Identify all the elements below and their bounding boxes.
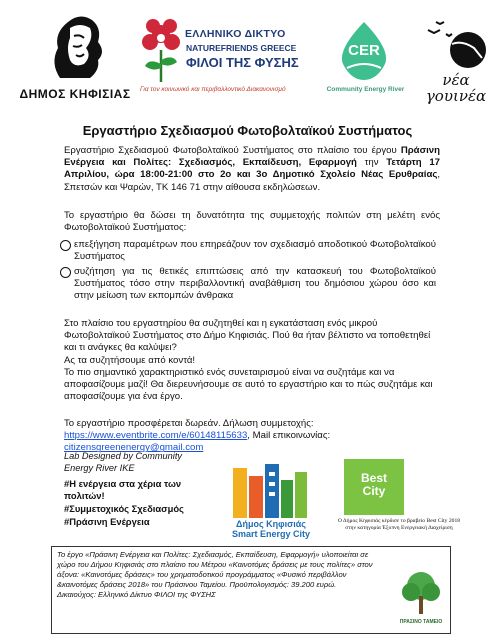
- intro-text-c: την: [356, 157, 387, 169]
- mail-label: , Mail επικοινωνίας:: [247, 430, 331, 442]
- smart-city-line2: Smart Energy City: [231, 529, 311, 539]
- participation-paragraph: Το εργαστήριο θα δώσει τη δυνατότητα της συμμετοχής πολιτών στη μελέτη ενός Φωτοβολταϊκού Συστήματος:: [64, 210, 440, 234]
- kifisia-logo: [40, 8, 110, 86]
- intro-text-a: Εργαστήριο Σχεδιασμού Φωτοβολταϊκού Συστήματος στο πλαίσιο του έργου: [64, 145, 401, 156]
- bullet-ring-icon: [60, 240, 71, 251]
- nea-gouinea-logo: [422, 14, 490, 70]
- nea-caption-line1: νέα: [442, 71, 470, 89]
- smart-energy-city-label: [223, 519, 319, 539]
- city-buildings-icon: [229, 462, 311, 518]
- list-item: [60, 239, 436, 263]
- discussion-paragraph: [64, 318, 440, 403]
- document-title: Εργαστήριο Σχεδιασμού Φωτοβολταϊκού Συστήματος: [82, 123, 413, 138]
- project-name: Πράσινη Ενέργεια και Πολίτες: Σχεδιασμός, Εκπαίδευση, Εφαρμογή: [64, 145, 440, 169]
- lab-credit: Lab Designed by Community Energy River IKE: [64, 451, 182, 473]
- nea-caption-line2: γουινέα: [425, 87, 487, 105]
- hashtag-citizens-energy: #Η ενέργεια στα χέρια των πολιτών!: [64, 478, 182, 501]
- event-date-location: Τετάρτη 17 Απριλίου, ώρα 18:00-21:00 στο 2ο και 3ο Δημοτικό Σχολείο Νέας Ερυθραίας: [64, 157, 440, 181]
- funding-description: Το έργο «Πράσινη Ενέργεια και Πολίτες: Σχεδιασμός, Εκπαίδευση, Εφαρμογή» υλοποιείται σε χώρο του Δήμου Κηφισιάς στο πλαίσιο του Μέτρου «Καινοτόμες δράσεις με τους πολίτες» στον άξονα: «Καινοτόμες δράσεις» του χρηματοδοτικού προγράμματος «Φυσικό περιβάλλον &καινοτόμες δράσεις 2018» του Πράσινου Ταμείου. Προϋπολογισμός: 39.200 ευρώ.: [57, 550, 373, 589]
- award-line2: City: [362, 484, 386, 498]
- eventbrite-link[interactable]: https://www.eventbrite.com/e/60148115633: [64, 430, 248, 442]
- cer-badge-text: CER: [348, 42, 380, 59]
- tree-icon: [399, 568, 443, 618]
- flower-icon: [137, 14, 185, 84]
- beneficiary: Δικαιούχος: Ελληνικό Δίκτυο ΦΙΛΟΙ της ΦΥΣΗΣ: [57, 590, 216, 599]
- kifisia-caption: ΔΗΜΟΣ ΚΗΦΙΣΙΑΣ: [19, 87, 131, 101]
- award-caption: Ο Δήμος Κηφισιάς κέρδισε το βραβείο Best City 2018 στην κατηγορία Έξυπνη Ενεργειακή Διαχείριση: [337, 518, 461, 531]
- discussion-line-2: Ας τα συζητήσουμε από κοντά!: [64, 354, 196, 366]
- award-line1: Best: [360, 471, 387, 485]
- nf-title-line2: NATUREFRIENDS GREECE: [186, 43, 297, 53]
- cer-logo: [333, 20, 395, 82]
- registration-text: Το εργαστήριο προσφέρεται δωρεάν. Δήλωση συμμετοχής:: [64, 418, 314, 429]
- discussion-line-3: Το πιο σημαντικό χαρακτηριστικό ενός συνεταιρισμού είναι να συζητάμε και να αποφασίζουμε μαζί! Θα διερευνήσουμε σε αυτό το εργαστήριο και το πώς συζητάμε και αποφασίζουμε για ένα έργο.: [64, 366, 433, 403]
- smart-city-line1: Δήμος Κηφισιάς: [236, 519, 306, 529]
- best-city-award-badge: [344, 459, 404, 515]
- bullet-ring-icon: [60, 267, 71, 278]
- hashtag-participatory-design: #Συμμετοχικός Σχεδιασμός: [64, 503, 184, 514]
- birds-circle-icon: [422, 14, 490, 70]
- bullet-text: συζήτηση για τις θετικές επιπτώσεις από την κατασκευή του Φωτοβολταϊκού Συστήματος τόσο στην περιβαλλοντική αναβάθμιση του δημόσιου χώρου όσο και στην μείωση των εκπομπών άνθρακα: [74, 266, 436, 302]
- green-fund-caption: ΠΡΑΣΙΝΟ ΤΑΜΕΙΟ: [399, 619, 443, 625]
- cer-caption: Community Energy River: [326, 86, 405, 93]
- nf-title-line3: ΦΙΛΟΙ ΤΗΣ ΦΥΣΗΣ: [186, 55, 299, 70]
- smart-energy-city-logo: [229, 462, 311, 518]
- list-item: [60, 266, 436, 304]
- green-fund-logo: [399, 568, 443, 618]
- nf-title-line1: ΕΛΛΗΝΙΚΟ ΔΙΚΤΥΟ: [185, 28, 286, 40]
- bullet-text: επεξήγηση παραμέτρων που επηρεάζουν τον σχεδιασμό αποδοτικού Φωτοβολταϊκού Συστήματος: [74, 239, 436, 263]
- intro-text-e: , Σπετσών και Ψαρών, ΤΚ 146 71 στην αίθουσα εκδηλώσεων.: [64, 169, 440, 193]
- discussion-line-1: Στο πλαίσιο του εργαστηρίου θα συζητηθεί και η εγκατάσταση ενός μικρού Φωτοβολταϊκού Συστήματος στο Δήμο Κηφισιάς. Πού θα ήταν βέλτιστο να τοποθετηθεί και τι ανάγκες θα καλύψει?: [64, 318, 431, 354]
- funding-text: [57, 550, 373, 600]
- intro-paragraph: [64, 145, 440, 194]
- hashtag-green-energy: #Πράσινη Ενέργεια: [64, 516, 150, 527]
- nea-gouinea-caption: [416, 72, 495, 104]
- nf-tagline: Για τον κοινωνικό και περιβαλλοντικό Διακανονισμό: [140, 86, 286, 93]
- registration-paragraph: [64, 418, 440, 455]
- athena-head-icon: [40, 8, 110, 86]
- contact-email-link[interactable]: citizensgreenenergy@gmail.com: [64, 442, 204, 454]
- naturefriends-logo: [137, 14, 185, 84]
